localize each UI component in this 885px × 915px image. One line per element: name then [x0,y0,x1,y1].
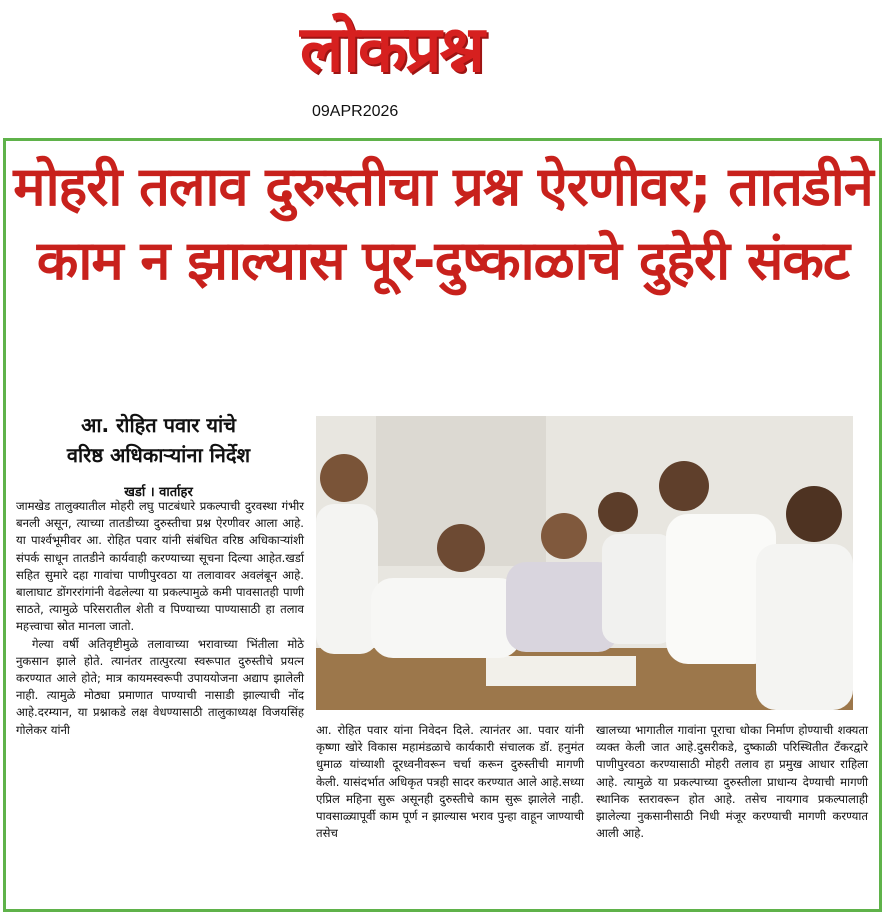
news-photo [316,416,853,710]
article-paragraph: आ. रोहित पवार यांना निवेदन दिले. त्यानंतर आ. पवार यांनी कृष्णा खोरे विकास महामंडळाचे कार्यकारी संचालक डॉ. हनुमंत धुमाळ यांच्याशी दूरध्वनीवरून चर्चा करून दुरुस्तीची मागणी केली. यासंदर्भात अधिकृत पत्रही सादर करण्यात आले आहे.सध्या एप्रिल महिना सुरू असूनही दुरुस्तीचे काम सुरू झालेले नाही. पावसाळ्यापूर्वी काम पूर्ण न झाल्यास भराव पुन्हा वाहून जाण्याची तसेच [316,723,584,841]
subhead-line-1: आ. रोहित पवार यांचे [81,413,236,437]
dateline: खर्डा । वार्ताहर [124,485,193,500]
subhead-line-2: वरिष्ठ अधिकाऱ्यांना निर्देश [66,443,251,467]
edition-date: 09APR2026 [312,103,399,120]
article-headline [12,150,874,298]
article-paragraph: जामखेड तालुक्यातील मोहरी लघु पाटबंधारे प्रकल्पाची दुरवस्था गंभीर बनली असून, त्याच्या तातडीच्या दुरुस्तीचा प्रश्न ऐरणीवर आला आहे. या पार्श्वभूमीवर आ. रोहित पवार यांनी संबंधित वरिष्ठ अधिकाऱ्यांशी संपर्क साधून तातडीने कार्यवाही करण्याच्या सूचना दिल्या आहेत.खर्डा सहित सुमारे दहा गावांचा पाणीपुरवठा या तलावावर अवलंबून आहे. बालाघाट डोंगररांगांनी वेढलेल्या या प्रकल्पामुळे कमी पावसातही पाणी साठते, त्यामुळे परिसरातील शेती व पिण्याच्या पाण्यासाठी हा तलाव महत्त्वाचा स्रोत मानला जातो. [16,499,304,634]
article-column-1 [16,498,304,739]
article-column-3 [596,722,868,842]
article-subhead [16,410,301,470]
article-column-2 [316,722,584,842]
masthead-logo [300,4,585,96]
masthead-name: लोकप्रश्न [300,12,483,87]
article-paragraph: गेल्या वर्षी अतिवृष्टीमुळे तलावाच्या भरावाच्या भिंतीला मोठे नुकसान झाले होते. त्यानंतर तात्पुरत्या स्वरूपात दुरुस्तीचे प्रयत्न करण्यात आले होते; मात्र कायमस्वरूपी उपाययोजना अद्याप झालेली नाही. त्यामुळे मोठ्या प्रमाणात पाण्याची नासाडी झाल्याची नोंद आहे.दरम्यान, या प्रश्नाकडे लक्ष वेधण्यासाठी तालुकाध्यक्ष विजयसिंह गोलेकर यांनी [16,636,304,737]
photo-illustration [316,416,853,710]
headline-line-2: काम न झाल्यास पूर-दुष्काळाचे दुहेरी संकट [36,229,850,292]
article-paragraph: खालच्या भागातील गावांना पूराचा धोका निर्माण होण्याची शक्यता व्यक्त केली जात आहे.दुसरीकडे, दुष्काळी परिस्थितीत टँकरद्वारे पाणीपुरवठा करण्यासाठी मोहरी तलाव हा प्रमुख आधार राहिला आहे. त्यामुळे या प्रकल्पाच्या दुरुस्तीला प्राधान्य देण्याची मागणी स्थानिक स्तरावरून होत आहे. तसेच नायगाव प्रकल्पालाही झालेल्या नुकसानीसाठी निधी मंजूर करण्याची मागणी करण्यात आली आहे. [596,723,868,841]
headline-line-1: मोहरी तलाव दुरुस्तीचा प्रश्न ऐरणीवर; तातडीने [13,155,873,218]
